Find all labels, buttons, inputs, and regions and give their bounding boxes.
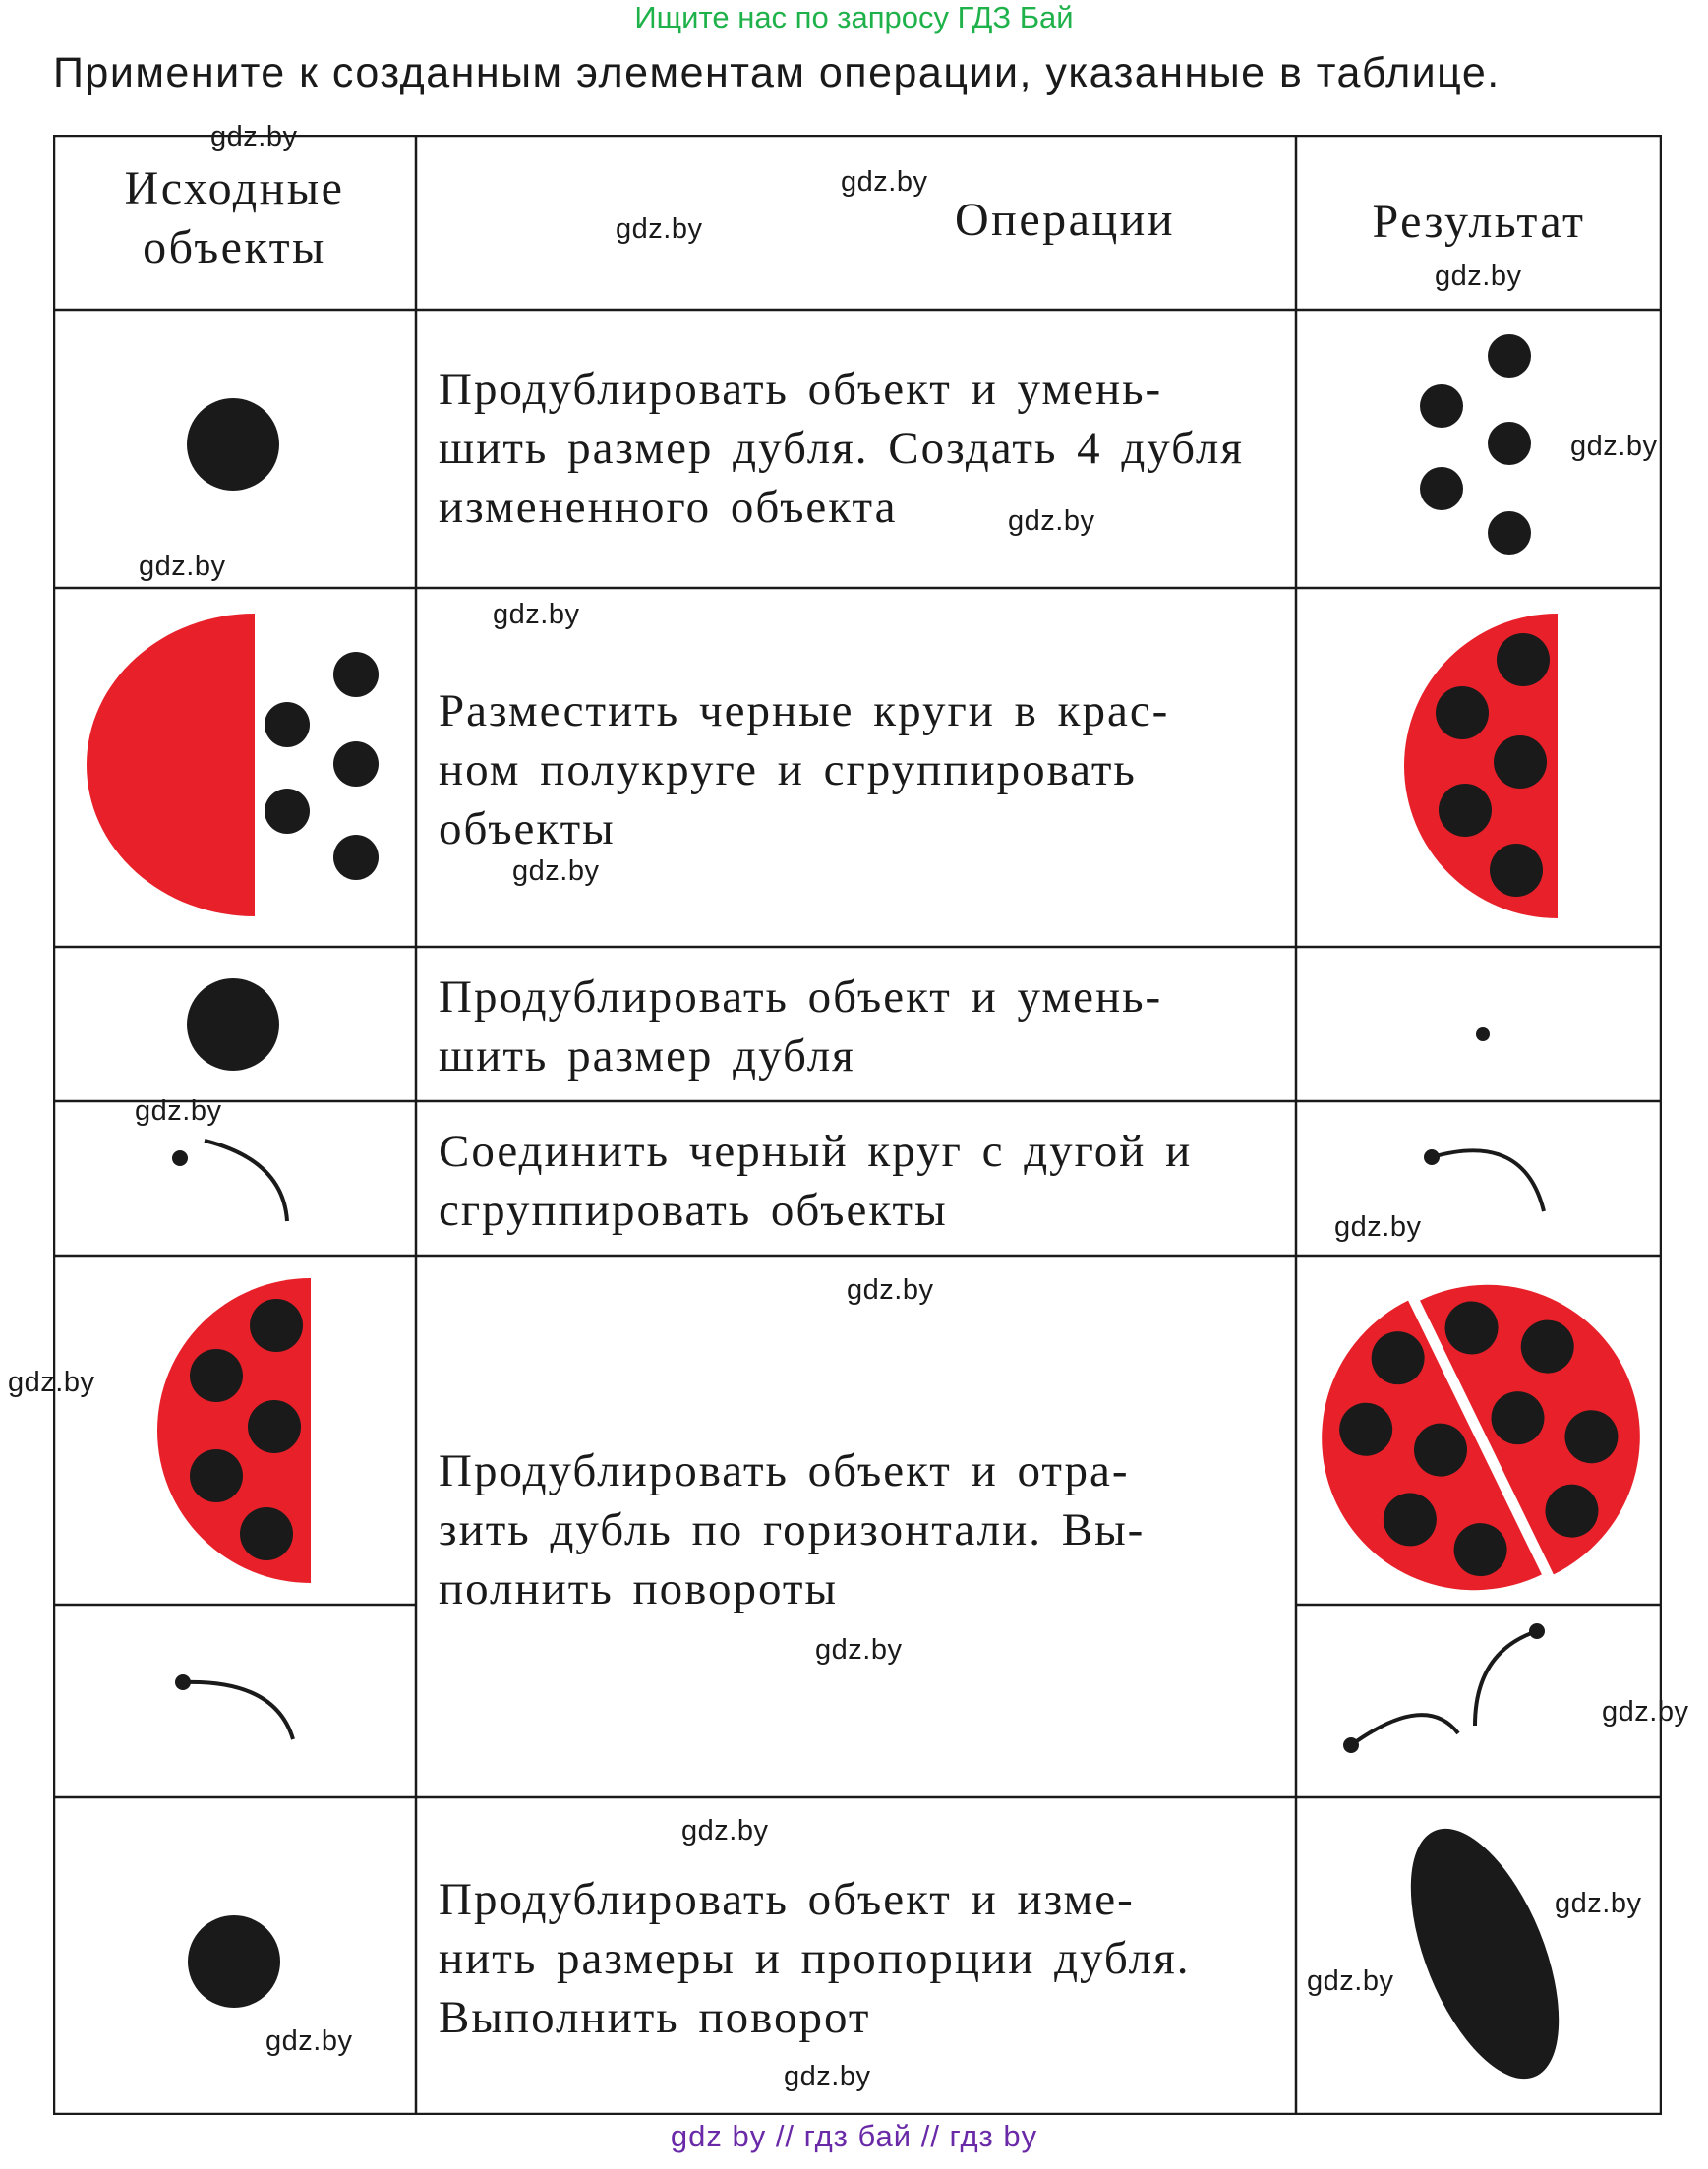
- watermark: gdz.by: [265, 2025, 353, 2057]
- watermark: gdz.by: [847, 1274, 934, 1306]
- search-hint: Ищите нас по запросу ГДЗ Бай: [634, 0, 1074, 34]
- ellipse-result-6: [1381, 1808, 1589, 2098]
- ladybug-wing-source-5: [157, 1278, 311, 1583]
- footer-watermark: gdz by // гдз бай // гдз by: [670, 2119, 1038, 2153]
- spot-2: [1436, 686, 1489, 739]
- op6-line2: нить размеры и пропорции дубля.: [439, 1933, 1191, 1984]
- joined-arc: [1432, 1150, 1544, 1211]
- black-circle-source-3: [187, 978, 279, 1071]
- dot-3: [1488, 422, 1531, 465]
- ladybug-wing-result-2: [1404, 614, 1558, 918]
- watermark: gdz.by: [1570, 431, 1658, 462]
- op1-line2: шить размер дубля. Создать 4 дубля: [439, 423, 1244, 474]
- spot-5: [240, 1507, 293, 1560]
- watermark: gdz.by: [139, 551, 226, 582]
- op6-line1: Продублировать объект и изме-: [439, 1874, 1135, 1925]
- spot-3: [1494, 735, 1547, 789]
- dot-1: [1488, 334, 1531, 378]
- op3-line1: Продублировать объект и умень-: [439, 971, 1163, 1023]
- dot-c: [333, 741, 379, 787]
- task-instruction: Примените к созданным элементам операции, указанные в таблице.: [53, 49, 1501, 96]
- header-result: Результат: [1372, 196, 1586, 248]
- watermark: gdz.by: [1334, 1211, 1422, 1243]
- watermark: gdz.by: [841, 166, 928, 198]
- watermark: gdz.by: [8, 1367, 95, 1398]
- dot-arc-source-5b: [175, 1674, 293, 1739]
- watermark: gdz.by: [616, 213, 703, 245]
- dot-d: [265, 789, 310, 834]
- op5-line2: зить дубль по горизонтали. Вы-: [439, 1504, 1146, 1555]
- black-circle-source-6: [188, 1915, 280, 2008]
- two-arcs-result-5b: [1343, 1623, 1545, 1753]
- watermark: gdz.by: [135, 1095, 222, 1127]
- op6-line3: Выполнить поворот: [439, 1992, 871, 2043]
- header-source-line1: Исходные: [124, 162, 345, 214]
- dot-5: [1488, 511, 1531, 555]
- tiny-dot-result-3: [1476, 1027, 1490, 1041]
- spot-3: [248, 1400, 301, 1453]
- dot-b: [265, 702, 310, 747]
- watermark: gdz.by: [815, 1634, 903, 1666]
- watermark: gdz.by: [1555, 1888, 1642, 1919]
- dot-4: [1420, 467, 1463, 510]
- op1-line1: Продублировать объект и умень-: [439, 364, 1163, 415]
- spot-5: [1490, 844, 1543, 897]
- small-dot: [172, 1150, 188, 1166]
- joined-dot-arc-result-4: [1424, 1149, 1544, 1211]
- watermark: gdz.by: [1307, 1965, 1394, 1997]
- watermark: gdz.by: [681, 1815, 769, 1847]
- spot-1: [1497, 633, 1550, 686]
- spot-2: [190, 1349, 243, 1402]
- spot-1: [250, 1299, 303, 1352]
- watermark: gdz.by: [210, 121, 298, 152]
- arc: [205, 1141, 287, 1221]
- dots-source-2: [265, 652, 379, 880]
- op4-line1: Соединить черный круг с дугой и: [439, 1126, 1193, 1177]
- op1-line3: измененного объекта: [439, 482, 898, 533]
- dot-and-arc-source-4: [172, 1141, 287, 1221]
- spot-4: [1439, 784, 1492, 837]
- spot-4: [190, 1449, 243, 1502]
- dot-2: [1420, 384, 1463, 428]
- watermark: gdz.by: [1602, 1696, 1689, 1728]
- red-half-circle-source: [87, 614, 255, 916]
- op5-line3: полнить повороты: [439, 1563, 839, 1614]
- op2-line2: ном полукруге и сгруппировать: [439, 744, 1137, 795]
- op2-line3: объекты: [439, 803, 616, 854]
- watermark: gdz.by: [512, 855, 600, 887]
- watermark: gdz.by: [1008, 505, 1095, 537]
- dot-a: [333, 652, 379, 697]
- op5-line1: Продублировать объект и отра-: [439, 1445, 1130, 1496]
- header-source-line2: объекты: [143, 221, 326, 273]
- op2-line1: Разместить черные круги в крас-: [439, 685, 1170, 736]
- dot-e: [333, 835, 379, 880]
- black-circle-source-1: [187, 398, 279, 491]
- watermark: gdz.by: [493, 599, 580, 630]
- header-operations: Операции: [954, 194, 1176, 246]
- watermark: gdz.by: [784, 2061, 871, 2092]
- op3-line2: шить размер дубля: [439, 1030, 855, 1082]
- small-dots-result-1: [1420, 334, 1531, 555]
- watermark: gdz.by: [1435, 261, 1522, 292]
- op4-line2: сгруппировать объекты: [439, 1185, 948, 1236]
- ladybug-result-5: [1270, 1233, 1691, 1641]
